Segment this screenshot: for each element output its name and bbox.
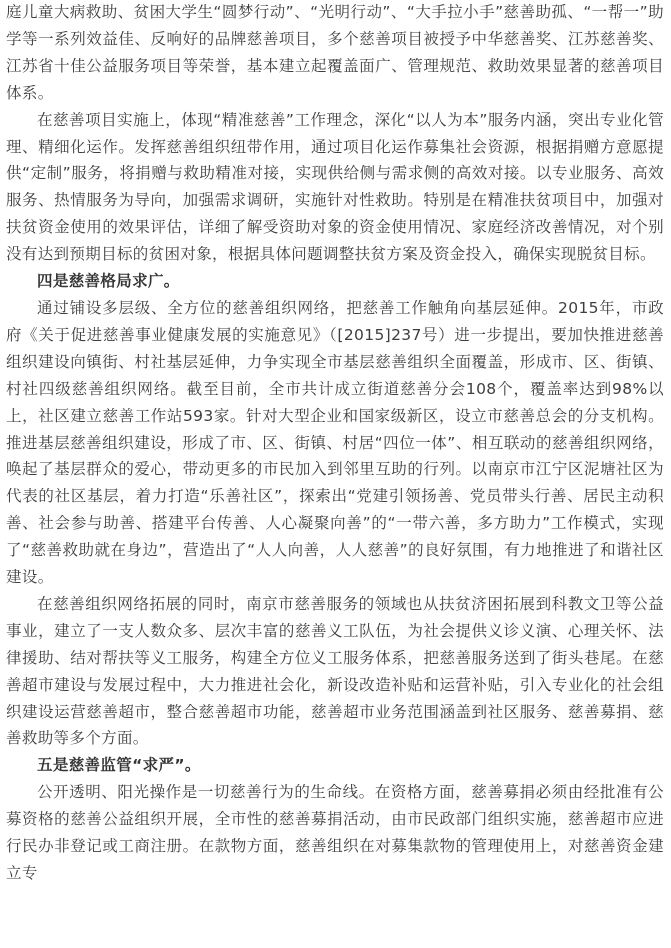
paragraph-transparency: 公开透明、阳光操作是一切慈善行为的生命线。在资格方面，慈善募捐必须由经批准有公募资格的慈善公益组织开展，全市性的慈善募捐活动，由市民政部门组织实施，慈善超市应进行民办非登记或工商注册。在款物方面，慈善组织在对募集款物的管理使用上，对慈善资金建立专 xyxy=(6,783,664,882)
paragraph-service-expansion: 在慈善组织网络拓展的同时，南京市慈善服务的领域也从扶贫济困拓展到科教文卫等公益事业，建立了一支人数众多、层次丰富的慈善义工队伍，为社会提供义诊义演、心理关怀、法律援助、结对帮扶等义工服务，构建全方位义工服务体系，把慈善服务送到了街头巷尾。在慈善超市建设与发展过程中，大力推进社会化，新设改造补贴和运营补贴，引入专业化的社会组织建设运营慈善超市，整合慈善超市功能，慈善超市业务范围涵盖到社区服务、慈善募捐、慈善救助等多个方面。 xyxy=(6,594,664,748)
paragraph-project-system: 庭儿童大病救助、贫困大学生“圆梦行动”、“光明行动”、“大手拉小手”慈善助孤、“一帮一”助学等一系列效益佳、反响好的品牌慈善项目，多个慈善项目被授予中华慈善奖、江苏慈善奖、江苏省十佳公益服务项目等荣誉，基本建立起覆盖面广、管理规范、救助效果显著的慈善项目体系。 xyxy=(6,3,664,102)
section-heading-charity-pattern: 四是慈善格局求广。 xyxy=(37,272,180,291)
paragraph-organization-network: 通过铺设多层级、全方位的慈善组织网络，把慈善工作触角向基层延伸。2015年，市政府《关于促进慈善事业健康发展的实施意见》（[2015]237号）进一步提出，要加快推进慈善组织建设向镇街、村社基层延伸，力争实现全市基层慈善组织全面覆盖，形成市、区、街镇、村社四级慈善组织网络。截至目前，全市共计成立街道慈善分会108个，覆盖率达到98%以上，社区建立慈善工作站593家。针对大型企业和国家级新区，设立市慈善总会的分支机构。推进基层慈善组织建设，形成了市、区、街镇、村居“四位一体”、相互联动的慈善组织网络，唤起了基层群众的爱心，带动更多的市民加入到邻里互助的行列。以南京市江宁区泥塘社区为代表的社区基层，着力打造“乐善社区”，探索出“党建引领扬善、党员带头行善、居民主动积善、社会参与助善、搭建平台传善、人心凝聚向善”的“一带六善，多方助力”工作模式，实现了“慈善救助就在身边”，营造出了“人人向善，人人慈善”的良好氛围，有力地推进了和谐社区建设。 xyxy=(6,298,664,587)
paragraph-precise-charity: 在慈善项目实施上，体现“精准慈善”工作理念，深化“以人为本”服务内涵，突出专业化管理、精细化运作。发挥慈善组织纽带作用，通过项目化运作募集社会资源，根据捐赠方意愿提供“定制”服务，将捐赠与救助精准对接，实现供给侧与需求侧的高效对接。以专业服务、高效服务、热情服务为导向，加强需求调研，实施针对性救助。特别是在精准扶贫项目中，加强对扶贫资金使用的效果评估，详细了解受资助对象的资金使用情况、家庭经济改善情况，对个别没有达到预期目标的贫困对象，根据具体问题调整扶贫方案及资金投入，确保实现脱贫目标。 xyxy=(6,110,664,264)
section-heading-charity-supervision: 五是慈善监管“求严”。 xyxy=(37,756,201,775)
